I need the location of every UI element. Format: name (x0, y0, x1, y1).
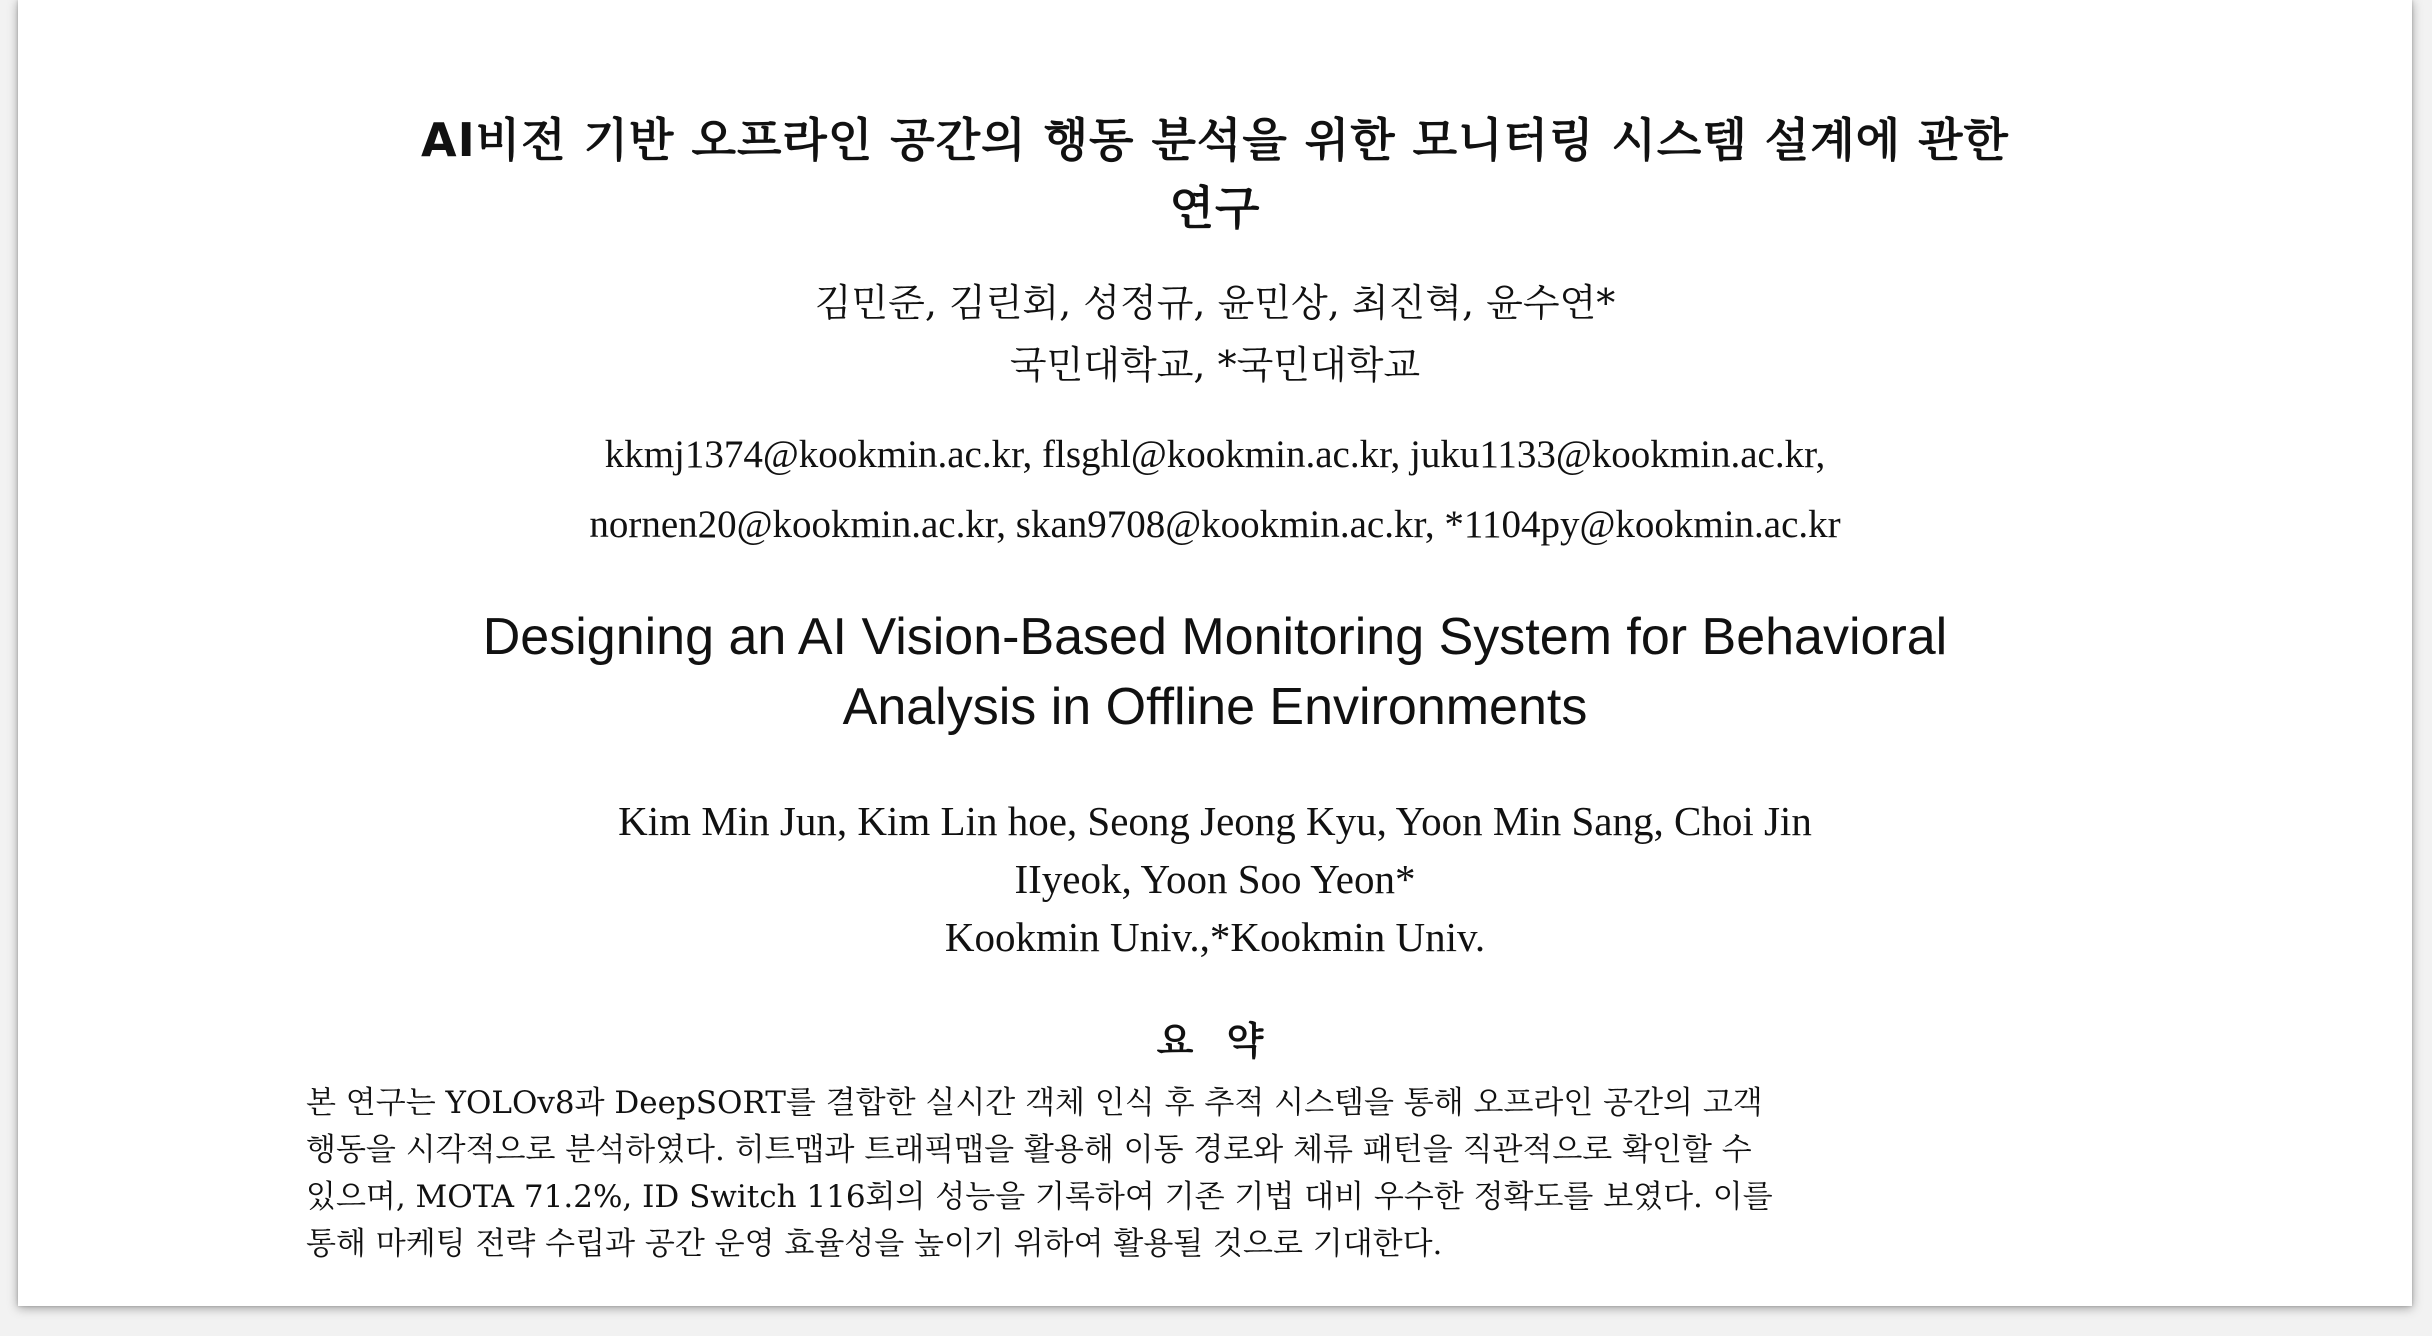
english-author-names-line-1: Kim Min Jun, Kim Lin hoe, Seong Jeong Kyu, Yoon Min Sang, Choi Jin (618, 798, 1812, 844)
english-affiliation: Kookmin Univ.,*Kookmin Univ. (944, 914, 1486, 960)
korean-authors-block (18, 272, 2412, 396)
english-title (18, 602, 2412, 742)
abstract-heading: 요 약 (1156, 1019, 1274, 1063)
english-authors-block (18, 792, 2412, 966)
abstract-line: 통해 마케팅 전략 수립과 공간 운영 효율성을 높이기 위하여 활용될 것으로 기대한다. (306, 1226, 1443, 1262)
english-title-line-2: Analysis in Offline Environments (842, 678, 1588, 736)
email-line-2: nornen20@kookmin.ac.kr, skan9708@kookmin.ac.kr, *1104py@kookmin.ac.kr (589, 503, 1841, 546)
paper-page (18, 0, 2412, 1306)
abstract-body (306, 1080, 2086, 1268)
korean-title-line-1: AI비전 기반 오프라인 공간의 행동 분석을 위한 모니터링 시스템 설계에 관한 (421, 113, 2009, 167)
english-author-names-line-2: IIyeok, Yoon Soo Yeon* (1014, 856, 1416, 902)
korean-title-line-2: 연구 (1169, 181, 1261, 235)
abstract-line: 있으며, MOTA 71.2%, ID Switch 116회의 성능을 기록하여 기존 기법 대비 우수한 정확도를 보였다. 이를 (306, 1179, 1773, 1215)
korean-title (18, 106, 2412, 242)
english-title-line-1: Designing an AI Vision-Based Monitoring System for Behavioral (482, 608, 1948, 666)
korean-affiliation: 국민대학교, *국민대학교 (1009, 343, 1421, 387)
abstract-line: 본 연구는 YOLOv8과 DeepSORT를 결합한 실시간 객체 인식 후 추적 시스템을 통해 오프라인 공간의 고객 (306, 1085, 1763, 1121)
korean-author-names: 김민준, 김린회, 성정규, 윤민상, 최진혁, 윤수연* (814, 281, 1616, 325)
email-line-1: kkmj1374@kookmin.ac.kr, flsghl@kookmin.ac.kr, juku1133@kookmin.ac.kr, (604, 433, 1826, 476)
abstract-line: 행동을 시각적으로 분석하였다. 히트맵과 트래픽맵을 활용해 이동 경로와 체류 패턴을 직관적으로 확인할 수 (306, 1132, 1752, 1168)
author-emails (18, 420, 2412, 560)
